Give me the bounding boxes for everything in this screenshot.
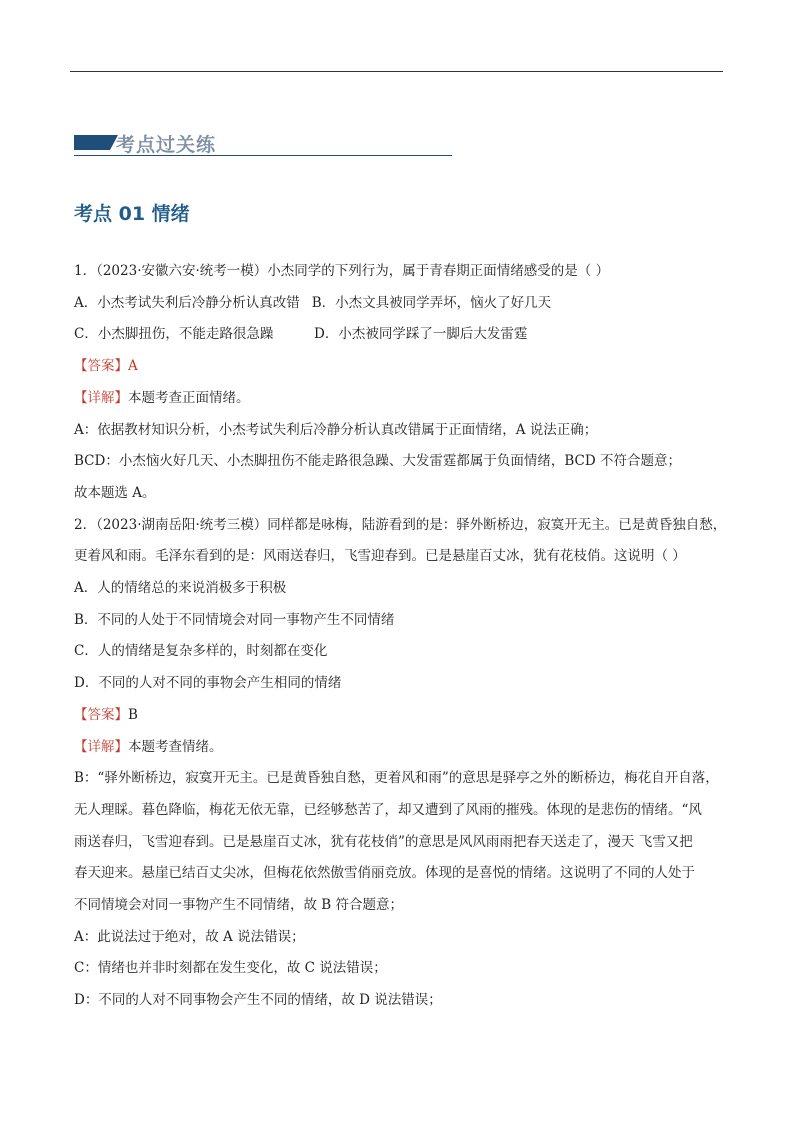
q1-options-ab [74, 288, 724, 320]
q1-answer [74, 351, 724, 383]
q1-answer-value: A [128, 358, 138, 375]
q2-explanation-b-4: 春天迎来。悬崖已结百丈尖冰，但梅花依然傲雪俏丽竞放。体现的是喜悦的情绪。这说明了不同的人处于 [74, 865, 695, 882]
q2-option-a: A．人的情绪总的来说消极多于积极 [74, 580, 287, 597]
q1-option-c: C．小杰脚扭伤，不能走路很急躁 [74, 326, 274, 343]
header-rule [70, 71, 723, 72]
q1-option-d: D．小杰被同学踩了一脚后大发雷霆 [314, 326, 528, 343]
q1-detail-text: 本题考查正面情绪。 [128, 389, 250, 406]
question-content [74, 256, 727, 1017]
q1-options-cd [74, 319, 724, 351]
q2-option-b: B．不同的人处于不同情境会对同一事物产生不同情绪 [74, 611, 395, 628]
q2-answer [74, 700, 724, 732]
q2-detail-text: 本题考查情绪。 [128, 738, 223, 755]
q1-explanation-bcd: BCD：小杰恼火好几天、小杰脚扭伤不能走路很急躁、大发雷霆都属于负面情绪，BCD 不符合题意； [74, 453, 681, 470]
q2-answer-tag: 【答案】 [74, 706, 128, 723]
q2-explanation-b-2: 无人理睬。暮色降临，梅花无依无靠，已经够愁苦了，却又遭到了风雨的摧残。体现的是悲伤的情绪。“风 [74, 801, 702, 818]
q2-stem-line-2: 更着风和雨。毛泽东看到的是：风雨送春归，飞雪迎春到。已是悬崖百丈冰，犹有花枝俏。这说明（ ） [74, 548, 686, 565]
q1-option-a: A．小杰考试失利后冷静分析认真改错 [74, 294, 300, 311]
q1-option-b: B．小杰文具被同学弄坏，恼火了好几天 [311, 294, 552, 311]
section-banner [74, 130, 452, 156]
q2-explanation-b-3: 雨送春归，飞雪迎春到。已是悬崖百丈冰，犹有花枝俏”的意思是风风雨雨把春天送走了，漫天 飞雪又把 [74, 833, 693, 850]
q2-option-d: D．不同的人对不同的事物会产生相同的情绪 [74, 675, 342, 692]
q2-answer-value: B [128, 706, 138, 723]
q2-explanation-b-1: B：“驿外断桥边，寂寞开无主。已是黄昏独自愁，更着风和雨”的意思是驿亭之外的断桥边，梅花自开自落， [74, 770, 719, 787]
q2-explanation-c: C：情绪也并非时刻都在发生变化，故 C 说法错误； [74, 960, 387, 977]
banner-underline [74, 155, 452, 156]
q1-stem: 1．（2023·安徽六安·统考一模）小杰同学的下列行为，属于青春期正面情绪感受的是（ ） [74, 263, 610, 279]
q2-option-c: C．人的情绪是复杂多样的，时刻都在变化 [74, 643, 328, 660]
q2-explanation-a: A：此说法过于绝对，故 A 说法错误； [74, 928, 305, 945]
q2-detail-tag: 【详解】 [74, 738, 128, 755]
q2-explanation-d: D：不同的人对不同事物会产生不同的情绪，故 D 说法错误； [74, 992, 442, 1009]
q1-explanation-a: A：依据教材知识分析，小杰考试失利后冷静分析认真改错属于正面情绪，A 说法正确； [74, 421, 598, 438]
q1-answer-tag: 【答案】 [74, 358, 128, 375]
section-title: 考点过关练 [116, 134, 217, 156]
q1-detail-tag: 【详解】 [74, 389, 128, 406]
q2-detail [74, 732, 724, 764]
q1-detail [74, 383, 724, 415]
topic-heading: 考点 01 情绪 [74, 203, 190, 225]
q2-stem-line-1: 2．（2023·湖南岳阳·统考三模）同样都是咏梅，陆游看到的是：驿外断桥边，寂寞开无主。已是黄昏独自愁， [74, 516, 727, 533]
q2-explanation-b-5: 不同情境会对同一事物产生不同情绪，故 B 符合题意； [74, 897, 404, 914]
q1-conclusion: 故本题选 A。 [74, 484, 156, 501]
banner-bar [74, 135, 110, 150]
